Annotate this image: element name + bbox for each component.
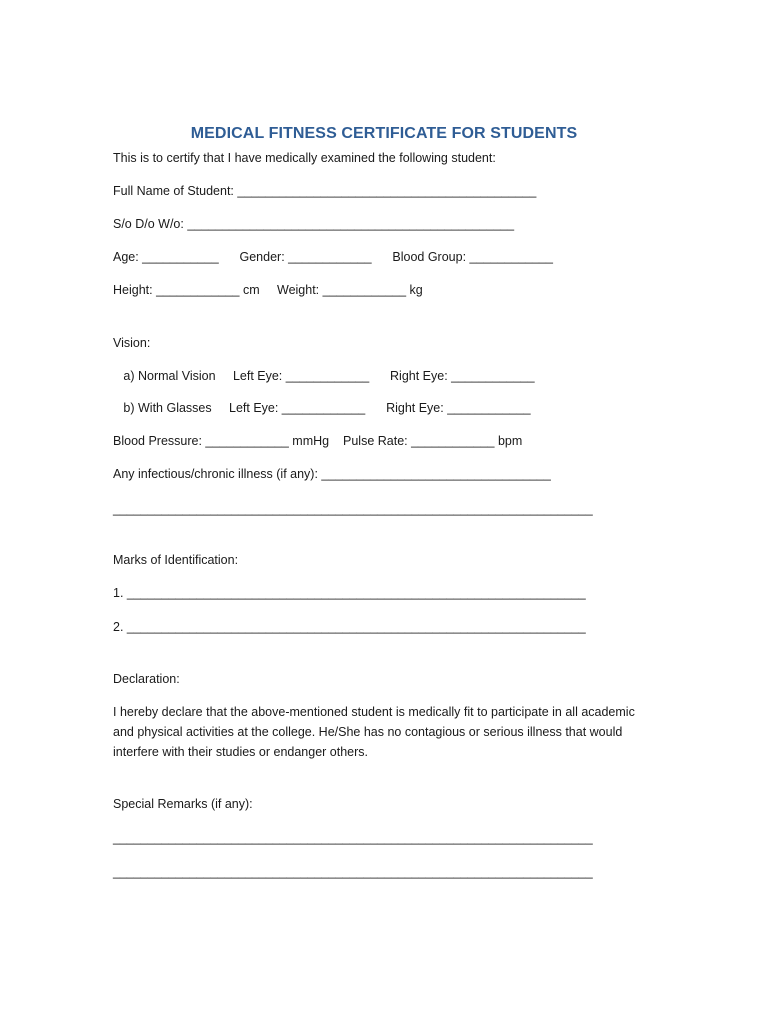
height-weight-field: Height: ____________ cm Weight: ____________ kg <box>113 283 423 297</box>
bp-pulse-field: Blood Pressure: ____________ mmHg Pulse Rate: ____________ bpm <box>113 434 523 448</box>
full-name-field: Full Name of Student: ___________________________________________ <box>113 184 537 198</box>
identification-heading: Marks of Identification: <box>113 553 239 567</box>
page-title: MEDICAL FITNESS CERTIFICATE FOR STUDENTS <box>190 125 578 142</box>
vision-glasses-field: b) With Glasses Left Eye: ____________ Right Eye: ____________ <box>113 401 531 415</box>
declaration-text: I hereby declare that the above-mentioned student is medically fit to participate in all academic and physical activities at the college. He/She has no contagious or serious illness that would interfere with their studies or endanger others. <box>113 705 635 759</box>
remarks-line-2: _____________________________________________________________________ <box>113 865 593 879</box>
relation-field: S/o D/o W/o: _______________________________________________ <box>113 217 515 231</box>
declaration-heading: Declaration: <box>113 672 180 686</box>
illness-field: Any infectious/chronic illness (if any): _________________________________ <box>113 467 551 481</box>
remarks-line-1: _____________________________________________________________________ <box>113 831 593 845</box>
illness-line-2: _____________________________________________________________________ <box>113 502 593 516</box>
intro-text: This is to certify that I have medically examined the following student: <box>113 151 496 165</box>
identification-mark-1: 1. __________________________________________________________________ <box>113 586 586 600</box>
remarks-heading: Special Remarks (if any): <box>113 797 253 811</box>
vision-heading: Vision: <box>113 336 151 350</box>
age-gender-blood-field: Age: ___________ Gender: ____________ Blood Group: ____________ <box>113 250 553 264</box>
vision-normal-field: a) Normal Vision Left Eye: ____________ Right Eye: ____________ <box>113 369 535 383</box>
identification-mark-2: 2. __________________________________________________________________ <box>113 620 586 634</box>
